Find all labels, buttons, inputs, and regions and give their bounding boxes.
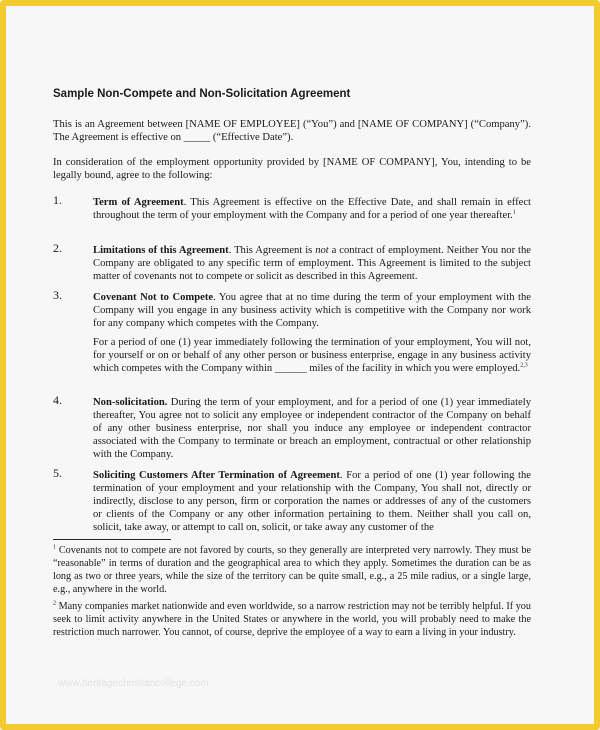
section-heading: Covenant Not to Compete — [93, 292, 214, 303]
footnote-2 — [53, 600, 531, 639]
section-heading: Soliciting Customers After Termination of Agreement — [93, 470, 340, 481]
document-title: Sample Non-Compete and Non-Solicitation Agreement — [53, 88, 351, 100]
subparagraph-text: For a period of one (1) year immediately following the termination of your employment, You will not, for yourself or on or behalf of any other person or business enterprise, engage in any business activity which competes with the Company within ______ miles of the facility in which you were employed. — [93, 337, 531, 374]
section-number: 1. — [53, 193, 62, 207]
footnote-1 — [53, 544, 531, 596]
consideration-paragraph: In consideration of the employment opportunity provided by [NAME OF COMPANY], You, intending to be legally bound, agree to the following: — [53, 157, 531, 181]
section-heading: Term of Agreement — [93, 197, 184, 208]
section-number: 4. — [53, 393, 62, 407]
footnote-marker: 2 — [53, 600, 56, 607]
section-text: . This Agreement is effective on the Effective Date, and shall remain in effect throughout the term of your employment with the Company and for a period of one year thereafter. — [93, 197, 531, 221]
footnote-ref: 2,3 — [520, 362, 528, 369]
intro-paragraph: This is an Agreement between [NAME OF EMPLOYEE] (“You”) and [NAME OF COMPANY] (“Company”). The Agreement is effective on _____ (“Effective Date”). — [53, 119, 531, 143]
section-4 — [53, 393, 531, 461]
section-text: . You agree that at no time during the term of your employment with the Company will you engage in any business activity which is competitive with the Company nor work for any company which competes with the Company. — [93, 292, 531, 329]
footnote-text: Many companies market nationwide and even worldwide, so a narrow restriction may not be terribly helpful. If you seek to limit activity anywhere in the United States or anywhere in the world, you will probably need to make the restriction much narrower. You cannot, of course, deprive the employee of a way to earn a living in your industry. — [53, 601, 531, 638]
section-number: 2. — [53, 241, 62, 255]
section-3 — [53, 288, 531, 375]
footnote-divider — [53, 539, 171, 540]
section-text: . For a period of one (1) year following the termination of your employment and your relationship with the Company, You shall not, directly or indirectly, disclose to any person, firm or corporation the names or addresses of any of the customers or clients of the Company or any other information pertaining to them. Neither shall you call on, solicit, take away, or attempt to call on, solicit, or take away any customer of the — [93, 470, 531, 533]
section-text: . This Agreement is — [228, 245, 316, 256]
section-subparagraph — [93, 336, 531, 375]
section-number: 3. — [53, 288, 62, 302]
document-page — [6, 6, 594, 724]
emphasis-text: not — [315, 245, 329, 256]
footnote-ref: 1 — [512, 209, 516, 216]
section-heading: Non-solicitation. — [93, 397, 168, 408]
section-heading: Limitations of this Agreement — [93, 245, 229, 256]
section-1 — [53, 193, 531, 222]
section-text: a contract of employment. Neither You nor the Company are obligated to any specific term of employment. This Agreement is limited to the subject matter of covenants not to compete or solicit as described in this Agreement. — [93, 245, 531, 282]
section-5 — [53, 466, 531, 534]
section-text: During the term of your employment, and for a period of one (1) year immediately thereafter, You agree not to solicit any employee or independent contractor of the Company on behalf of any other business enterprise, nor shall you induce any employee or independent contractor associated with the Company to terminate or breach an employment, contractual or other relationship with the Company. — [93, 397, 531, 460]
watermark-text: www.heritagechristiancollege.com — [58, 678, 209, 689]
footnote-text: Covenants not to compete are not favored by courts, so they generally are interpreted very narrowly. They must be “reasonable” in terms of duration and the geographical area to which they apply. Sometimes the duration can be as long as two or three years, while the size of the territory can be quite small, e.g., a 25 mile radius, or a single large, e.g., anywhere in the world. — [53, 545, 531, 595]
section-2 — [53, 241, 531, 283]
section-number: 5. — [53, 466, 62, 480]
footnote-marker: 1 — [53, 544, 56, 551]
